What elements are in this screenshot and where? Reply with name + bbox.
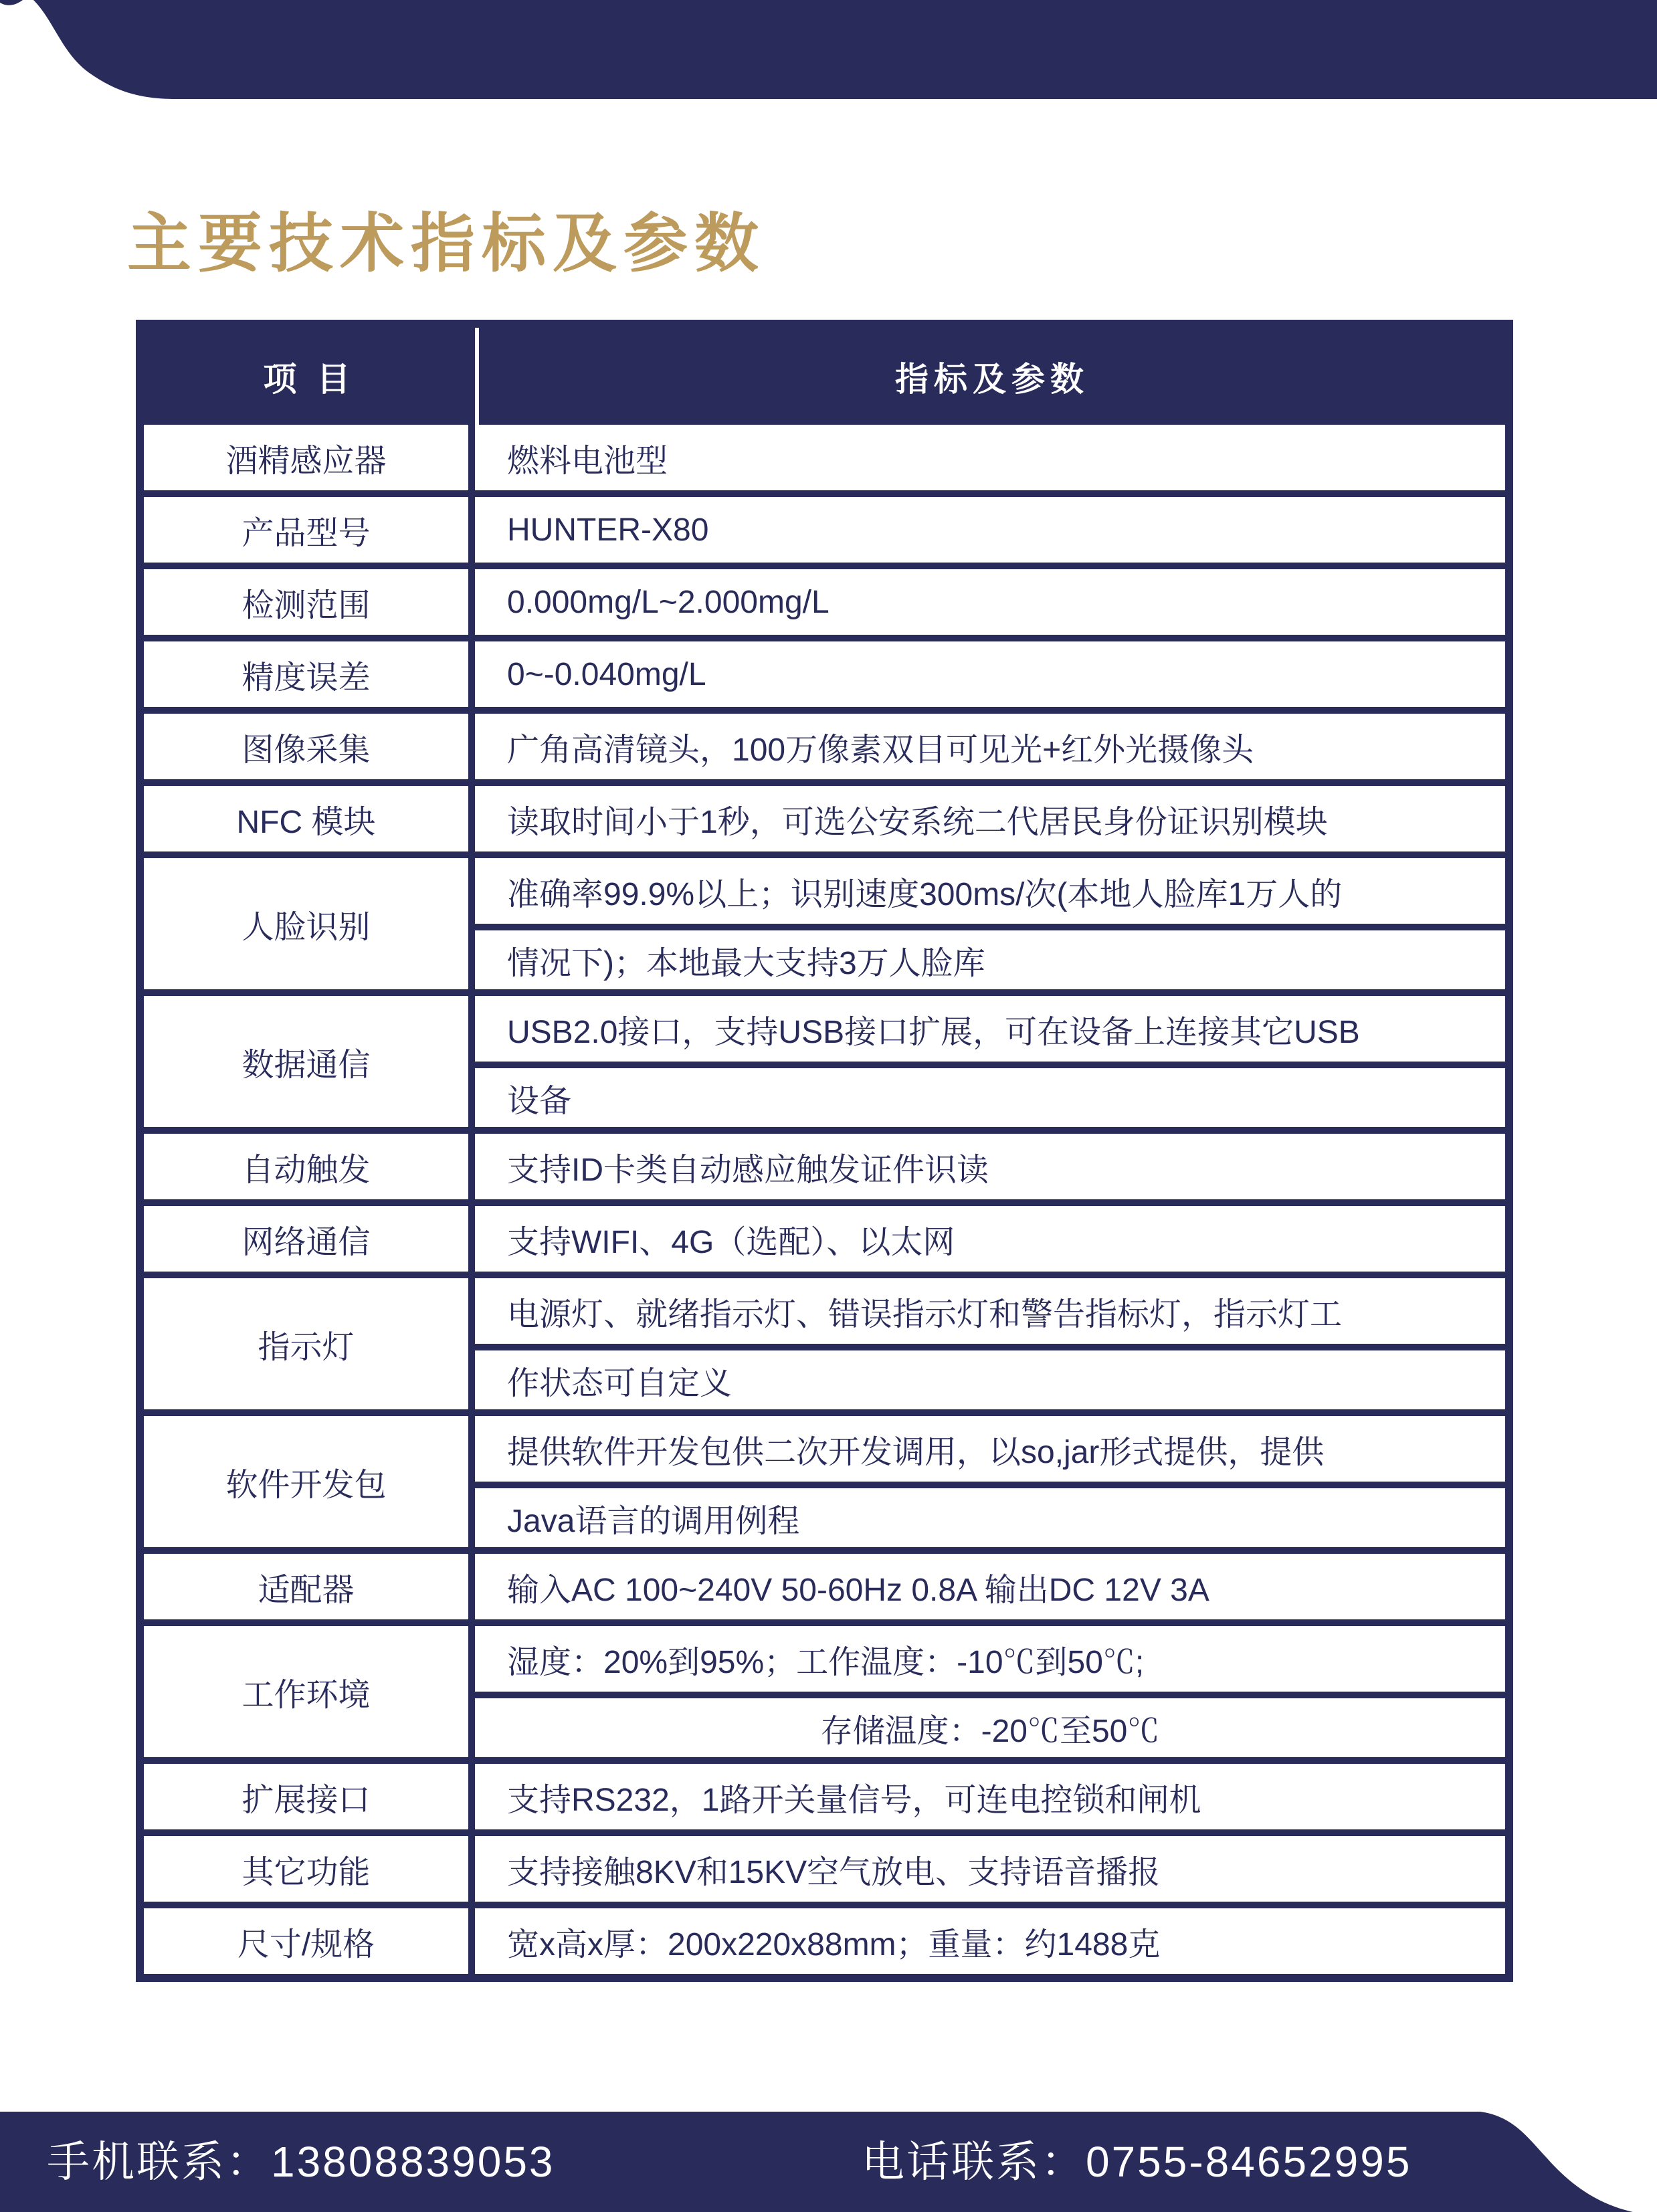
spec-value-line: 支持RS232，1路开关量信号，可连电控锁和闸机 xyxy=(507,1782,1201,1818)
spec-value xyxy=(475,497,1505,563)
top-swoosh-main-shape xyxy=(33,0,1657,99)
spec-value-line: 支持WIFI、4G（选配）、以太网 xyxy=(507,1224,955,1260)
spec-value xyxy=(475,714,1505,779)
spec-value-line: 提供软件开发包供二次开发调用，以so,jar形式提供，提供 xyxy=(507,1434,1325,1470)
spec-value-line: 0.000mg/L~2.000mg/L xyxy=(507,584,830,620)
spec-label: NFC 模块 xyxy=(144,786,475,851)
top-swoosh-decoration xyxy=(0,0,1657,100)
spec-label: 网络通信 xyxy=(144,1206,475,1272)
table-row xyxy=(144,1902,1505,1974)
top-swoosh-corner-wedge xyxy=(0,0,23,5)
spec-value-line: 湿度：20%到95%；工作温度：-10℃到50℃; xyxy=(507,1644,1145,1680)
spec-value xyxy=(475,1626,1505,1757)
spec-label: 精度误差 xyxy=(144,641,475,707)
spec-value-line: 宽x高x厚：200x220x88mm；重量：约1488克 xyxy=(507,1926,1161,1963)
spec-value xyxy=(475,1554,1505,1619)
spec-label: 酒精感应器 xyxy=(144,425,475,490)
table-row xyxy=(144,1272,1505,1409)
table-row xyxy=(144,1547,1505,1619)
spec-label: 人脸识别 xyxy=(144,858,475,989)
spec-label: 图像采集 xyxy=(144,714,475,779)
spec-value-line: HUNTER-X80 xyxy=(507,512,709,548)
spec-value-line: 读取时间小于1秒，可选公安系统二代居民身份证识别模块 xyxy=(507,804,1328,840)
spec-label: 软件开发包 xyxy=(144,1416,475,1547)
spec-value xyxy=(475,1206,1505,1272)
table-row xyxy=(144,490,1505,563)
spec-value-line: 支持接触8KV和15KV空气放电、支持语音播报 xyxy=(507,1854,1161,1890)
spec-label: 产品型号 xyxy=(144,497,475,563)
spec-label: 自动触发 xyxy=(144,1134,475,1199)
spec-label: 数据通信 xyxy=(144,996,475,1127)
spec-value-line: 支持ID卡类自动感应触发证件识读 xyxy=(507,1152,989,1188)
spec-label: 适配器 xyxy=(144,1554,475,1619)
header-col-params: 指标及参数 xyxy=(895,360,1089,398)
table-row xyxy=(144,1127,1505,1199)
spec-value xyxy=(475,641,1505,707)
page-title: 主要技术指标及参数 xyxy=(127,208,765,280)
spec-label: 扩展接口 xyxy=(144,1764,475,1829)
spec-value-line: 燃料电池型 xyxy=(507,443,668,479)
table-row xyxy=(144,1619,1505,1757)
spec-value xyxy=(475,1278,1505,1409)
spec-value-line: 准确率99.9%以上；识别速度300ms/次(本地人脸库1万人的 xyxy=(507,876,1343,912)
table-row xyxy=(144,425,1505,490)
footer-band xyxy=(0,2112,1657,2212)
spec-value xyxy=(475,1764,1505,1829)
spec-value-line: 输入AC 100~240V 50-60Hz 0.8A 输出DC 12V 3A xyxy=(507,1572,1209,1608)
spec-label: 检测范围 xyxy=(144,569,475,635)
spec-table-header xyxy=(144,328,1505,425)
table-row xyxy=(144,707,1505,779)
table-row xyxy=(144,779,1505,851)
spec-value xyxy=(475,858,1505,989)
spec-value xyxy=(475,786,1505,851)
spec-value-line: USB2.0接口，支持USB接口扩展，可在设备上连接其它USB xyxy=(507,1014,1360,1050)
spec-label: 指示灯 xyxy=(144,1278,475,1409)
table-row xyxy=(144,1199,1505,1272)
footer-mobile-contact: 手机联系：13808839053 xyxy=(47,2138,555,2186)
spec-table-body xyxy=(144,425,1505,1974)
spec-value-line: Java语言的调用例程 xyxy=(475,1482,1505,1547)
spec-label: 其它功能 xyxy=(144,1836,475,1902)
spec-value xyxy=(475,569,1505,635)
table-row xyxy=(144,851,1505,989)
spec-table xyxy=(136,320,1513,1982)
spec-value-line: 作状态可自定义 xyxy=(475,1344,1505,1409)
spec-value-line: 0~-0.040mg/L xyxy=(507,656,706,692)
spec-value xyxy=(475,425,1505,490)
table-row xyxy=(144,1757,1505,1829)
spec-value xyxy=(475,1908,1505,1974)
spec-value xyxy=(475,996,1505,1127)
table-row xyxy=(144,563,1505,635)
spec-value-line: 电源灯、就绪指示灯、错误指示灯和警告指标灯，指示灯工 xyxy=(507,1296,1343,1332)
table-row xyxy=(144,1829,1505,1902)
header-col-item: 项 目 xyxy=(263,360,356,398)
spec-value-line: 广角高清镜头，100万像素双目可见光+红外光摄像头 xyxy=(507,732,1254,768)
spec-value-line: 设备 xyxy=(475,1062,1505,1127)
spec-value xyxy=(475,1134,1505,1199)
spec-value xyxy=(475,1416,1505,1547)
spec-value xyxy=(475,1836,1505,1902)
footer-phone-contact: 电话联系：0755-84652995 xyxy=(862,2138,1412,2186)
spec-value-line: 情况下)；本地最大支持3万人脸库 xyxy=(475,924,1505,989)
table-row xyxy=(144,635,1505,707)
spec-value-line: 存储温度：-20℃至50℃ xyxy=(475,1692,1505,1757)
table-row xyxy=(144,1409,1505,1547)
spec-label: 工作环境 xyxy=(144,1626,475,1757)
spec-label: 尺寸/规格 xyxy=(144,1908,475,1974)
table-row xyxy=(144,989,1505,1127)
